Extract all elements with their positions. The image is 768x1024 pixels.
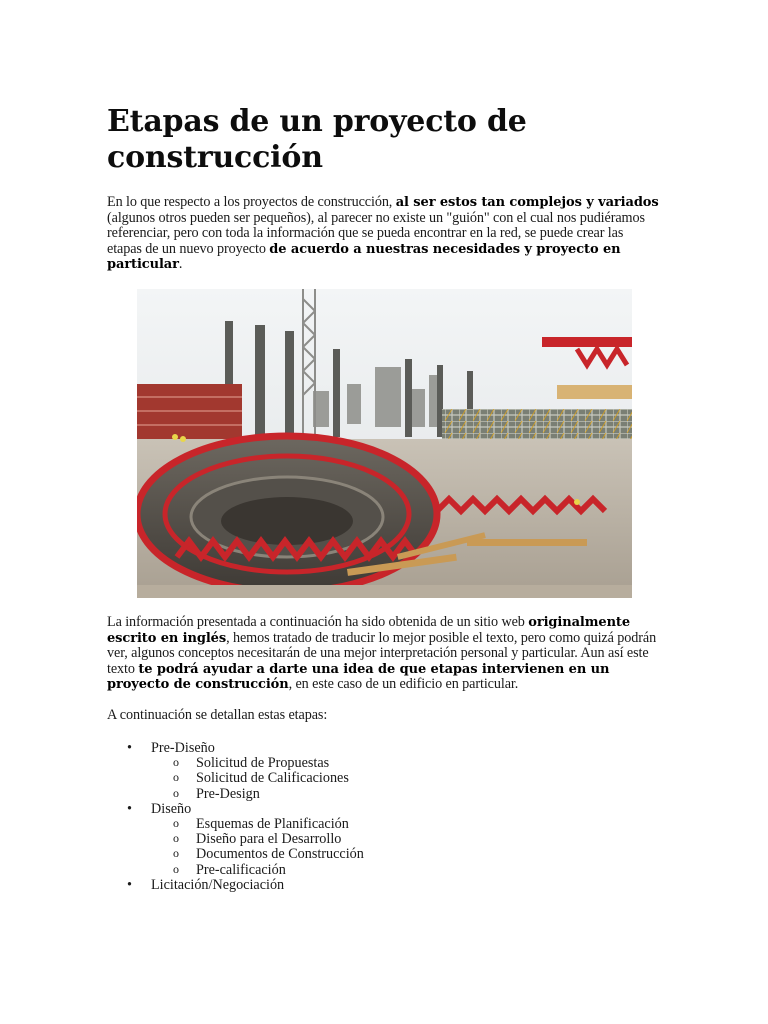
- intro-bold-1: al ser estos tan complejos y variados: [395, 195, 659, 210]
- intro-bold-2: de acuerdo a nuestras necesidades y proyecto en particular: [107, 241, 621, 272]
- substage-item: [151, 863, 364, 878]
- substage-label: Documentos de Construcción: [196, 846, 364, 863]
- intro-text-1: En lo que respecto a los proyectos de construcción,: [107, 194, 396, 210]
- list-intro: A continuación se detallan estas etapas:: [107, 707, 328, 723]
- page-title: Etapas de un proyecto de construcción: [107, 104, 527, 175]
- stage-label: Pre-Diseño: [151, 740, 215, 756]
- info-text-1: La información presentada a continuación ha sido obtenida de un sitio web: [107, 614, 529, 630]
- substage-item: [151, 756, 364, 771]
- stage-item: [107, 741, 364, 802]
- info-bold-2: te podrá ayudar a darte una idea de que etapas intervienen en un proyecto de construcción: [107, 661, 610, 692]
- substage-item: [151, 787, 364, 802]
- substage-item: [151, 817, 364, 832]
- intro-text-3: .: [178, 256, 183, 272]
- substage-item: [151, 771, 364, 786]
- bullet-marker: •: [127, 740, 132, 756]
- sub-bullet-marker: o: [173, 816, 179, 831]
- info-paragraph: [107, 615, 659, 693]
- substage-label: Pre-calificación: [196, 861, 286, 878]
- substage-item: [151, 847, 364, 862]
- substage-list: [151, 817, 364, 878]
- intro-paragraph: [107, 195, 659, 273]
- substage-label: Diseño para el Desarrollo: [196, 831, 342, 848]
- sub-bullet-marker: o: [173, 846, 179, 861]
- construction-site-photo: [137, 289, 632, 598]
- stage-item: [107, 878, 364, 893]
- substage-label: Pre-Design: [196, 785, 260, 802]
- sub-bullet-marker: o: [173, 770, 179, 785]
- substage-item: [151, 832, 364, 847]
- info-text-2: , hemos tratado de traducir lo mejor posible el texto, pero como quizá podrán ver, algunos conceptos necesitarán de una mejor interpretación personal y particular. Aun así este texto: [107, 629, 657, 677]
- stages-list: [107, 741, 364, 893]
- bullet-marker: •: [127, 800, 132, 817]
- substage-label: Solicitud de Propuestas: [196, 755, 330, 772]
- sub-bullet-marker: o: [173, 861, 179, 876]
- info-bold-1: originalmente escrito en inglés: [107, 615, 631, 646]
- stage-label: Diseño: [151, 800, 192, 817]
- info-text-3: , en este caso de un edificio en particular.: [288, 676, 519, 692]
- sub-bullet-marker: o: [173, 755, 179, 770]
- construction-site-illustration: [137, 289, 632, 598]
- substage-label: Esquemas de Planificación: [196, 816, 349, 833]
- stage-item: [107, 802, 364, 878]
- sub-bullet-marker: o: [173, 831, 179, 846]
- bullet-marker: •: [127, 876, 132, 893]
- substage-label: Solicitud de Calificaciones: [196, 770, 349, 787]
- sub-bullet-marker: o: [173, 785, 179, 800]
- stage-label: Licitación/Negociación: [151, 876, 285, 893]
- substage-list: [151, 756, 364, 802]
- intro-text-2: (algunos otros pueden ser pequeños), al parecer no existe un "guión" con el cual nos pudiéramos referenciar, pero con toda la información que se pueda encontrar en la red, se puede crear las etapas de un nuevo proyecto: [107, 209, 645, 257]
